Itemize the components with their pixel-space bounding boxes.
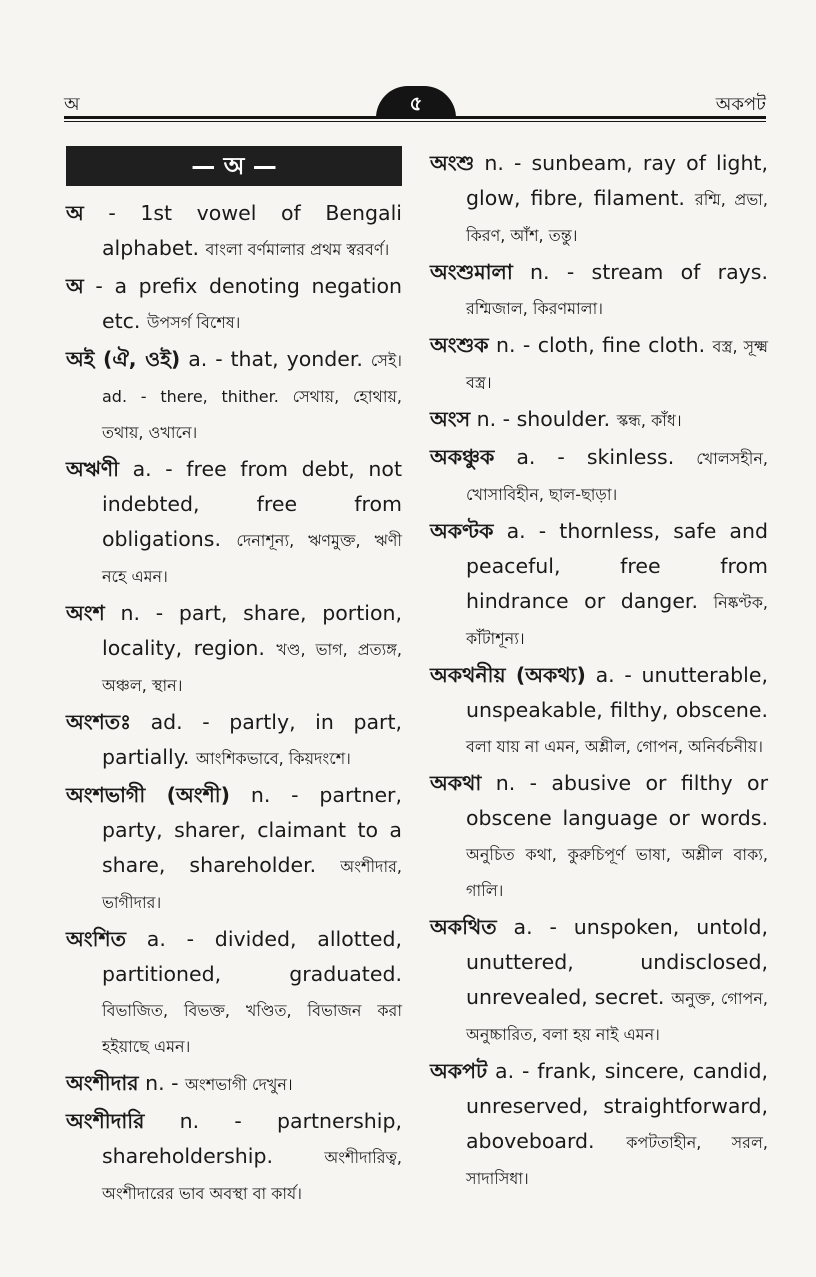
entry-bengali-meaning: সেই। ad. - there, thither. সেথায়, হোথায়, তথায়, ওখানে। — [102, 351, 402, 442]
dictionary-entry — [66, 1066, 402, 1102]
entry-headword: অংশু — [430, 151, 475, 175]
left-entry-list — [66, 196, 402, 1211]
entry-headword: অ — [66, 201, 84, 225]
entry-definition: - a prefix denoting negation etc. — [83, 274, 402, 333]
dictionary-entry — [66, 196, 402, 267]
page-number-badge: ৫ — [376, 86, 456, 118]
entry-bengali-meaning: নিষ্কণ্টক, কাঁটাশূন্য। — [466, 593, 768, 648]
dictionary-entry — [430, 328, 768, 400]
dictionary-entry — [66, 342, 402, 450]
entry-definition: a. - unspoken, untold, unuttered, undisclosed, unrevealed, secret. — [466, 915, 768, 1009]
entry-headword: অকথা — [430, 771, 482, 795]
section-title: — অ — — [66, 146, 402, 186]
entry-definition: n. - partnership, shareholdership. — [102, 1109, 402, 1168]
dictionary-entry — [66, 705, 402, 776]
entry-headword: অংশুমালা — [430, 260, 513, 284]
entry-headword: অংশভাগী (অংশী) — [66, 783, 230, 807]
dictionary-entry — [430, 1054, 768, 1196]
guide-word-left: অ — [64, 94, 80, 115]
header-rule-thin — [64, 121, 766, 122]
dictionary-entry — [430, 766, 768, 908]
entry-definition: n. - sunbeam, ray of light, glow, fibre, filament. — [466, 151, 768, 210]
entry-bengali-meaning: রশ্মিজাল, কিরণমালা। — [466, 299, 603, 318]
entry-headword: অংশতঃ — [66, 710, 132, 734]
entry-headword: অকপট — [430, 1059, 488, 1083]
entry-definition: n. - shoulder. — [470, 407, 617, 431]
entry-headword: অংশুক — [430, 333, 489, 357]
entry-headword: অকণ্টক — [430, 519, 494, 543]
entry-headword: অংশিত — [66, 927, 126, 951]
entry-bengali-meaning: অনুক্ত, গোপন, অনুচ্চারিত, বলা হয় নাই এমন। — [466, 989, 768, 1044]
entry-definition: ad. - partly, in part, partially. — [102, 710, 402, 769]
dictionary-entry — [430, 910, 768, 1052]
header-rule — [64, 116, 766, 119]
entry-bengali-meaning: খণ্ড, ভাগ, প্রত্যঙ্গ, অঞ্চল, স্থান। — [102, 640, 402, 695]
entry-bengali-meaning: খোলসহীন, খোসাবিহীন, ছাল-ছাড়া। — [466, 449, 768, 504]
right-column — [430, 146, 768, 1198]
dictionary-entry — [430, 255, 768, 326]
entry-definition: a. - free from debt, not indebted, free from obligations. — [102, 457, 402, 551]
entry-definition: a. - skinless. — [494, 445, 697, 469]
dictionary-entry — [66, 269, 402, 340]
entry-bengali-meaning: অংশীদারিত্ব, অংশীদারের ভাব অবস্থা বা কার্য। — [102, 1148, 402, 1203]
dictionary-entry — [430, 440, 768, 512]
entry-bengali-meaning: বিভাজিত, বিভক্ত, খণ্ডিত, বিভাজন করা হইয়াছে এমন। — [102, 1001, 402, 1056]
right-entry-list — [430, 146, 768, 1196]
entry-definition: n. - partner, party, sharer, claimant to a share, shareholder. — [102, 783, 402, 877]
dictionary-entry — [66, 1104, 402, 1211]
dictionary-entry — [66, 778, 402, 920]
entry-headword: অংশীদারি — [66, 1109, 145, 1133]
entry-bengali-meaning: রশ্মি, প্রভা, কিরণ, আঁশ, তন্তু। — [466, 190, 768, 245]
entry-bengali-meaning: বস্ত্র, সূক্ষ্ম বস্ত্র। — [466, 337, 768, 392]
entry-bengali-meaning: অংশভাগী দেখুন। — [185, 1075, 293, 1094]
entry-headword: অংশ — [66, 601, 105, 625]
entry-definition: n. - — [138, 1071, 186, 1095]
entry-bengali-meaning: দেনাশূন্য, ঋণমুক্ত, ঋণী নহে এমন। — [102, 531, 402, 586]
dictionary-entry — [430, 514, 768, 656]
entry-bengali-meaning: বলা যায় না এমন, অশ্লীল, গোপন, অনির্বচনীয়। — [466, 737, 763, 756]
dictionary-entry — [66, 596, 402, 703]
entry-bengali-meaning: আংশিকভাবে, কিয়দংশে। — [195, 749, 351, 768]
page-header — [64, 86, 766, 118]
entry-bengali-meaning: অনুচিত কথা, কুরুচিপূর্ণ ভাষা, অশ্লীল বাক্য, গালি। — [466, 845, 768, 900]
dictionary-entry — [66, 922, 402, 1064]
entry-definition: n. - part, share, portion, locality, region. — [102, 601, 402, 660]
entry-headword: অকঞ্চুক — [430, 445, 495, 469]
dictionary-entry — [430, 146, 768, 253]
entry-bengali-meaning: কপটতাহীন, সরল, সাদাসিধা। — [466, 1133, 768, 1188]
entry-headword: অকথনীয় (অকথ্য) — [430, 663, 586, 687]
entry-definition: n. - stream of rays. — [512, 260, 768, 284]
entry-headword: অই (ঐ, ওই) — [66, 347, 181, 371]
entry-headword: অংস — [430, 407, 471, 431]
guide-word-right: অকপট — [715, 94, 766, 115]
entry-headword: অংশীদার — [66, 1071, 139, 1095]
entry-definition: n. - cloth, fine cloth. — [488, 333, 713, 357]
entry-definition: a. - frank, sincere, candid, unreserved, straightforward, aboveboard. — [466, 1059, 768, 1153]
entry-bengali-meaning: উপসর্গ বিশেষ। — [146, 313, 241, 332]
entry-headword: অঋণী — [66, 457, 119, 481]
entry-definition: - 1st vowel of Bengali alphabet. — [83, 201, 402, 260]
entry-headword: অকথিত — [430, 915, 497, 939]
entry-headword: অ — [66, 274, 84, 298]
entry-definition: a. - that, yonder. — [180, 347, 371, 371]
entry-bengali-meaning: বাংলা বর্ণমালার প্রথম স্বরবর্ণ। — [205, 240, 390, 259]
entry-definition: a. - unutterable, unspeakable, filthy, obscene. — [466, 663, 768, 722]
entry-definition: n. - abusive or filthy or obscene language or words. — [466, 771, 768, 830]
entry-bengali-meaning: অংশীদার, ভাগীদার। — [102, 857, 402, 912]
entry-definition: a. - thornless, safe and peaceful, free from hindrance or danger. — [466, 519, 768, 613]
dictionary-entry — [430, 402, 768, 438]
left-column — [66, 146, 402, 1213]
dictionary-entry — [66, 452, 402, 594]
entry-definition: a. - divided, allotted, partitioned, graduated. — [102, 927, 402, 986]
entry-bengali-meaning: স্কন্ধ, কাঁধ। — [616, 411, 682, 430]
dictionary-entry — [430, 658, 768, 764]
